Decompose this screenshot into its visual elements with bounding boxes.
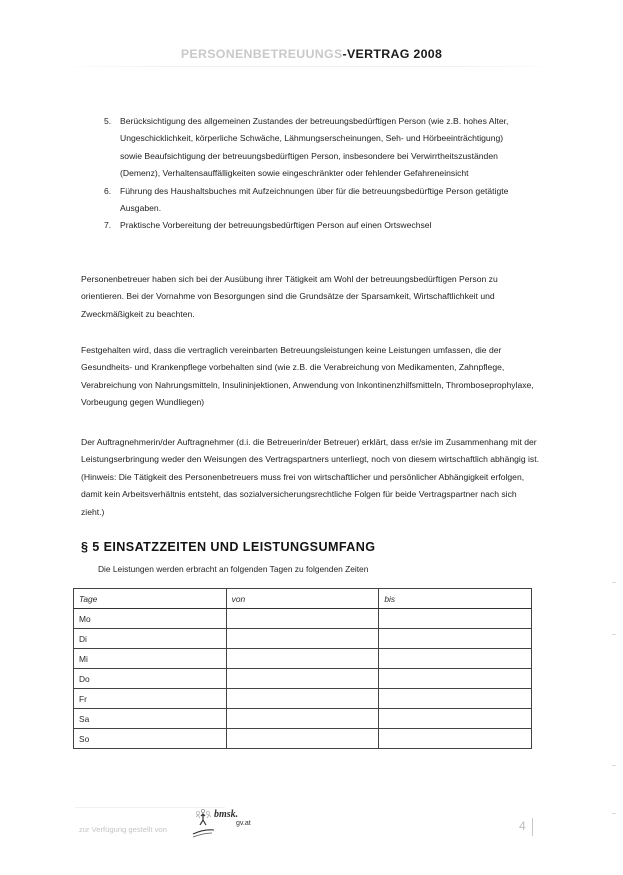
paragraph-caregiver-duties: Personenbetreuer haben sich bei der Ausübung ihrer Tätigkeit am Wohl der betreuungsbedürftigen Person zu orientieren. Bei der Vornahme von Besorgungen sind die Grundsätze der Sparsamkeit, Wirtschaftlichkeit und Zweckmäßigkeit zu beachten. [81,274,498,319]
scan-artifact [612,634,616,635]
from-time-cell[interactable] [226,609,379,629]
list-item [104,113,524,183]
section-title: § 5 EINSATZZEITEN UND LEISTUNGSUMFANG [81,540,376,554]
day-cell: Do [74,669,227,689]
list-item-number: 5. [104,116,112,126]
list-item-number: 6. [104,185,112,196]
day-cell: Di [74,629,227,649]
to-time-cell[interactable] [379,729,532,749]
from-time-cell[interactable] [226,689,379,709]
day-cell: Mi [74,649,227,669]
to-time-cell[interactable] [379,709,532,729]
to-time-cell[interactable] [379,669,532,689]
scan-artifact [612,582,616,583]
list-item-number: 7. [104,220,112,231]
from-time-cell[interactable] [226,729,379,749]
schedule-table [73,588,532,749]
header-title-faded: PERSONENBETREUUNGS [180,47,343,61]
table-row [74,729,532,749]
page-number-divider [532,818,533,836]
table-row [74,649,532,669]
from-time-cell[interactable] [226,669,379,689]
to-time-cell[interactable] [379,689,532,709]
scan-artifact [612,765,616,766]
list-item-text: Praktische Vorbereitung der betreuungsbedürftigen Person auf einen Ortswechsel [120,220,432,231]
list-item-text: Berücksichtigung des allgemeinen Zustandes der betreuungsbedürftigen Person (wie z.B. hohes Alter, Ungeschicklichkeit, körperliche Schwäche, Lähmungserscheinungen, Seh- und Hörbeeinträchtigung) sowie Beaufsichtigung der betreuungsbedürftigen Person, insbesondere bei Verwirrtheitszuständen (Demenz), Verhaltensauffälligkeiten sowie eingeschränkter oder fehlender Gefahreneinsicht [120,116,509,179]
day-cell: Sa [74,709,227,729]
scan-artifact [612,813,616,814]
day-cell: Mo [74,609,227,629]
day-cell: Fr [74,689,227,709]
footer-credit: zur Verfügung gestellt von [79,825,167,834]
table-row [74,689,532,709]
from-time-cell[interactable] [226,709,379,729]
bmsk-logo [192,808,272,842]
list-item [104,217,524,234]
page-number: 4 [519,819,526,833]
paragraph-independence-declaration: Der Auftragnehmerin/der Auftragnehmer (d.i. die Betreuerin/der Betreuer) erklärt, dass er/sie im Zusammenhang mit der Leistungserbringung weder den Weisungen des Vertragspartners unterliegt, noch von diesem wirtschaftlich abhängig ist. (Hinweis: Die Tätigkeit des Personenbetreuers muss frei von wirtschaftlicher und persönlicher Abhängigkeit erfolgen, damit kein Arbeitsverhältnis entsteht, das sozialversicherungsrechtliche Folgen für beide Vertragspartner nach sich zieht.) [81,437,539,517]
list-item [104,183,524,218]
to-time-cell[interactable] [379,609,532,629]
column-header-days: Tage [74,589,227,609]
to-time-cell[interactable] [379,629,532,649]
paragraph-excluded-services: Festgehalten wird, dass die vertraglich vereinbarten Betreuungsleistungen keine Leistungen umfassen, die der Gesundheits- und Krankenpflege vorbehalten sind (wie z.B. die Verabreichung von Medikamenten, Zahnpflege, Verabreichung von Nahrungsmitteln, Insulininjektionen, Anwendung von Inkontinenzhilfsmitteln, Thromboseprophylaxe, Vorbeugung gegen Wundliegen) [81,345,534,408]
column-header-to: bis [379,589,532,609]
from-time-cell[interactable] [226,649,379,669]
table-row [74,609,532,629]
logo-domain-text: gv.at [236,820,251,827]
header-divider [60,66,560,67]
header-title-strong: -VERTRAG 2008 [342,47,443,61]
to-time-cell[interactable] [379,649,532,669]
table-row [74,709,532,729]
day-cell: So [74,729,227,749]
document-header [0,47,623,61]
logo-brand-text: bmsk. [214,809,239,820]
table-row [74,629,532,649]
table-row [74,669,532,689]
column-header-from: von [226,589,379,609]
list-item-text: Führung des Haushaltsbuches mit Aufzeichnungen über für die betreuungsbedürftige Person getätigte Ausgaben. [120,185,509,214]
people-figures-icon [192,808,216,840]
table-header-row [74,589,532,609]
from-time-cell[interactable] [226,629,379,649]
numbered-list [104,113,524,235]
table-intro-text: Die Leistungen werden erbracht an folgenden Tagen zu folgenden Zeiten [98,564,369,574]
